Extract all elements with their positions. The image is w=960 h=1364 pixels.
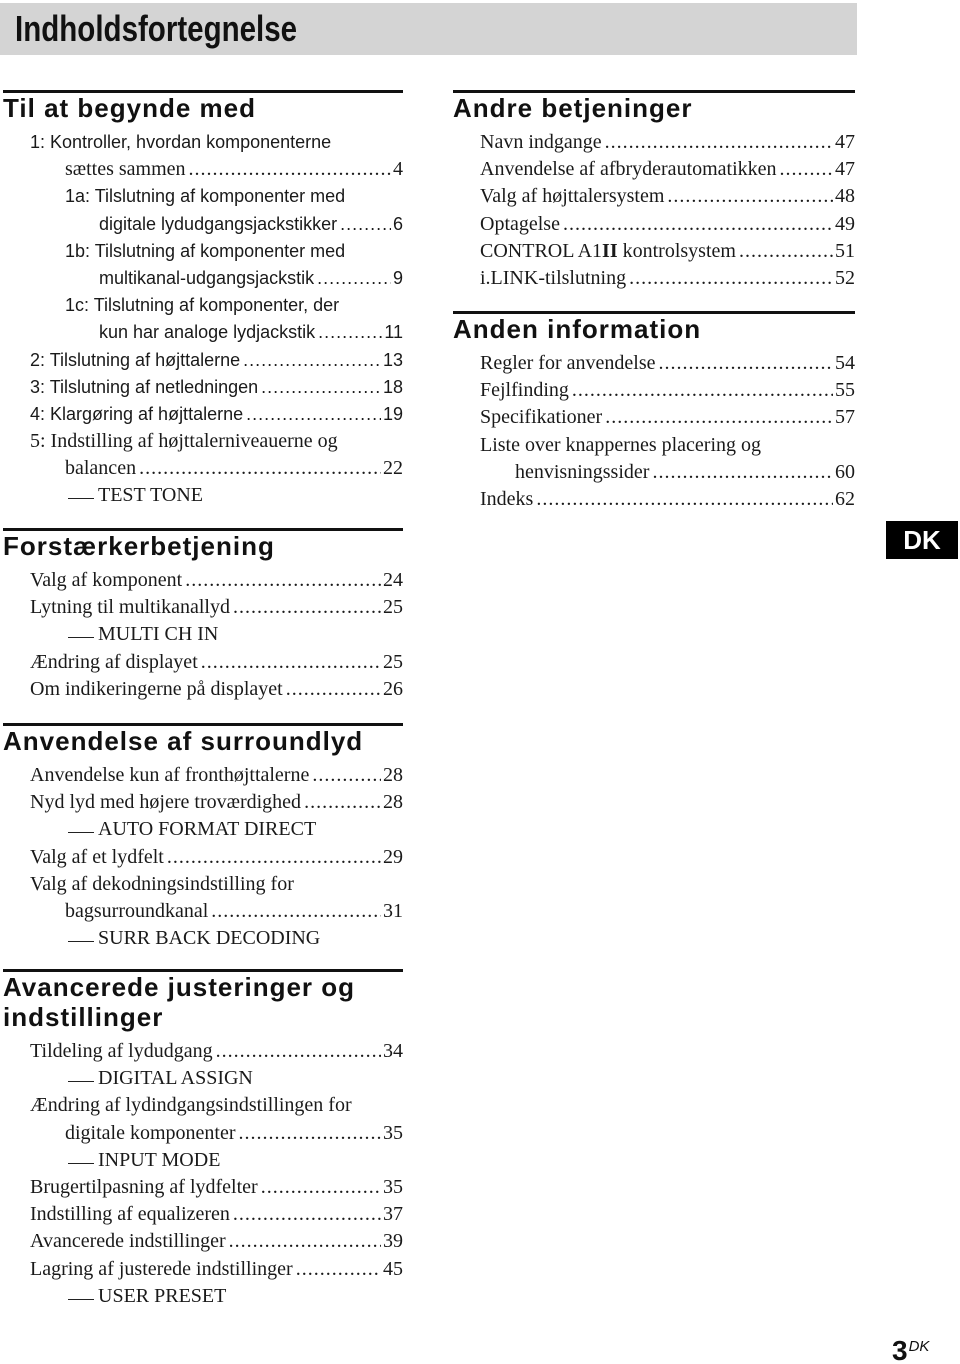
sub-function-label: MULTI CH IN [98,623,219,646]
toc-entry [3,129,403,156]
toc-entry [3,676,403,703]
entry-list [3,567,403,703]
entry-title: Om indikeringerne på displayet [30,677,283,700]
entry-title: 1: Kontroller, hvordan komponenterne [30,132,332,152]
toc-section-anvendelse-af-surroundlyd [3,723,403,952]
section-heading [453,93,855,123]
entry-page: 35 [383,1175,403,1198]
entry-title: Brugertilpasning af lydfelter [30,1175,258,1198]
entry-page: 6 [392,213,403,234]
sub-function-label: USER PRESET [98,1284,227,1307]
entry-title: Indeks [480,487,534,510]
section-heading-text: Anvendelse af surroundlyd [3,726,364,756]
entry-title: 1a: Tilslutning af komponenter med [65,186,346,207]
toc-entry [453,432,855,459]
entry-page: 48 [835,185,855,208]
leader-dots [340,211,391,238]
entry-page: 47 [835,131,855,153]
sub-function-label: SURR BACK DECODING [98,927,321,950]
leader-dots [239,1120,381,1147]
toc-sub-function [3,1147,403,1174]
entry-title: 4: Klargøring af højttalerne [30,403,244,424]
entry-title-bold-part: II [602,239,618,262]
leader-dots [243,347,381,374]
leader-dots [296,1256,381,1283]
section-heading [3,972,403,1032]
entry-title: Specifikationer [480,406,603,429]
entry-title: Ændring af lydindgangsindstillingen for [30,1094,352,1117]
leader-dots [780,156,833,183]
toc-entry [3,844,403,871]
entry-page: 60 [835,460,855,483]
leader-dots [739,238,833,265]
entry-page: 25 [383,650,403,673]
entry-page: 54 [835,352,855,374]
entry-page: 37 [383,1203,403,1226]
language-tab: DK [886,521,958,559]
toc-entry [3,1201,403,1228]
toc-entry [3,1174,403,1201]
leader-dots [312,762,381,789]
toc-entry [453,129,855,156]
leader-dots [629,265,833,292]
leader-dots [261,1174,381,1201]
toc-entry [3,1092,403,1119]
entry-page: 9 [392,267,403,288]
toc-entry [3,347,403,374]
entry-title-part: CONTROL A1 [480,239,603,262]
leader-dots [139,455,381,482]
toc-entry-continued [3,898,403,925]
entry-page: 34 [383,1040,403,1062]
entry-title: Regler for anvendelse [480,352,656,374]
entry-title: multikanal-udgangsjackstik [99,267,315,288]
leader-dots [246,401,381,428]
entry-page: 62 [835,487,855,510]
toc-entry [3,238,403,265]
entry-title: 1b: Tilslutning af komponenter med [65,240,346,261]
entry-title: Valg af højttalersystem [480,185,665,208]
entry-page: 18 [382,376,403,397]
entry-title: Lytning til multikanallyd [30,596,230,619]
leader-dots [211,898,381,925]
toc-sub-function [3,1065,403,1092]
leader-dots [318,319,382,346]
entry-page: 26 [383,677,403,700]
section-heading-text: Anden information [453,314,702,344]
entry-list [3,1038,403,1310]
toc-entry-continued [3,319,403,346]
toc-sub-function [3,925,403,952]
entry-title: sættes sammen [65,158,186,181]
entry-title: Anvendelse af afbryderautomatikken [480,158,777,181]
section-heading [453,314,855,344]
entry-page: 55 [835,379,855,402]
leader-dots [317,265,391,292]
toc-entry [3,1256,403,1283]
entry-title: kun har analoge lydjackstik [99,322,316,343]
section-heading [3,93,403,123]
entry-title: 3: Tilslutning af netledningen [30,376,259,397]
entry-title: Valg af dekodningsindstilling for [30,872,294,895]
toc-section-til-at-begynde-med [3,90,403,510]
leader-dots [167,844,381,871]
toc-entry [453,211,855,238]
leader-dots [185,567,381,594]
toc-entry [3,183,403,210]
entry-list [453,129,855,292]
toc-entry [3,871,403,898]
title-bar [0,3,857,55]
entry-page: 51 [835,239,855,262]
toc-entry-continued [3,211,403,238]
toc-entry [3,594,403,621]
entry-title: balancen [65,457,137,480]
entry-title: Valg af et lydfelt [30,845,164,868]
section-heading-text: Forstærkerbetjening [3,531,275,561]
entry-title: Liste over knappernes placering og [480,433,762,456]
entry-title-part: kontrolsystem [617,239,736,262]
section-heading-text: indstillinger [3,1002,164,1032]
toc-section-anden-information [453,311,855,513]
toc-entry [453,350,855,377]
toc-section-avancerede-justeringer [3,969,403,1310]
entry-page: 24 [383,569,403,591]
section-heading [3,726,403,756]
toc-entry-continued [3,1120,403,1147]
leader-dots [572,377,833,404]
entry-title: Indstilling af equalizeren [30,1203,230,1226]
entry-page: 28 [383,791,403,814]
toc-entry [3,567,403,594]
toc-entry [3,1038,403,1065]
toc-entry [3,789,403,816]
leader-dots [563,211,833,238]
toc-entry [453,486,855,513]
toc-entry [3,292,403,319]
entry-title: bagsurroundkanal [65,899,209,922]
entry-page: 57 [835,406,855,429]
toc-entry [453,377,855,404]
section-heading-text: Avancerede justeringer og [3,972,356,1002]
entry-page: 39 [383,1230,403,1253]
toc-entry [3,428,403,455]
toc-sub-function [3,482,403,509]
entry-title: Lagring af justerede indstillinger [30,1257,293,1280]
section-heading-text: Andre betjeninger [453,93,693,123]
page-title: Indholdsfortegnelse [15,8,298,49]
page-number-suffix: DK [908,1338,930,1355]
entry-page: 45 [383,1257,403,1280]
toc-entry [453,183,855,210]
entry-title [480,238,736,265]
sub-function-label: AUTO FORMAT DIRECT [98,818,317,841]
toc-entry [3,1228,403,1255]
leader-dots [286,676,381,703]
entry-title: digitale lydudgangsjackstikker [99,213,338,234]
entry-page: 35 [383,1121,403,1144]
toc-entry [453,404,855,431]
leader-dots [605,129,833,156]
entry-title: digitale komponenter [65,1121,236,1144]
entry-title: Tildeling af lydudgang [30,1040,213,1062]
leader-dots [605,404,833,431]
entry-list [3,129,403,510]
leader-dots [304,789,381,816]
sub-function-label: INPUT MODE [98,1148,221,1171]
entry-page: 31 [383,899,403,922]
leader-dots [229,1228,381,1255]
toc-sub-function [3,1283,403,1310]
entry-title: Valg af komponent [30,569,183,591]
leader-dots [233,1201,381,1228]
entry-list [453,350,855,513]
leader-dots [201,649,381,676]
leader-dots [189,156,391,183]
toc-entry [453,156,855,183]
entry-title: 1c: Tilslutning af komponenter, der [65,295,340,316]
toc-section-andre-betjeninger [453,90,855,292]
leader-dots [652,459,833,486]
entry-title: 2: Tilslutning af højttalerne [30,349,241,370]
entry-page: 49 [835,212,855,235]
toc-entry [453,265,855,292]
entry-title: Ændring af displayet [30,650,198,673]
toc-entry-continued [453,459,855,486]
section-heading-text: Til at begynde med [3,93,257,123]
section-heading [3,531,403,561]
toc-entry-continued [3,156,403,183]
entry-title: henvisningssider [515,460,650,483]
leader-dots [261,374,381,401]
toc-entry-continued [3,455,403,482]
toc-entry [453,238,855,265]
entry-page: 28 [383,764,403,786]
entry-list [3,762,403,952]
entry-title: Navn indgange [480,131,602,153]
entry-page: 29 [383,845,403,868]
leader-dots [536,486,833,513]
sub-function-label: TEST TONE [98,484,204,507]
toc-sub-function [3,816,403,843]
toc-sub-function [3,621,403,648]
leader-dots [233,594,381,621]
toc-entry [3,401,403,428]
page-number-value: 3 [892,1335,908,1364]
entry-title: Nyd lyd med højere troværdighed [30,791,302,814]
entry-page: 13 [382,349,403,370]
entry-page: 47 [835,158,855,181]
entry-page: 19 [382,403,403,424]
entry-title: i.LINK-tilslutning [480,266,627,289]
toc-entry [3,649,403,676]
entry-title: 5: Indstilling af højttalerniveauerne og [30,430,338,453]
sub-function-label: DIGITAL ASSIGN [98,1067,253,1090]
entry-title: Fejlfinding [480,379,569,402]
entry-page: 22 [383,457,403,480]
entry-page: 11 [384,322,403,343]
entry-page: 4 [393,158,403,181]
entry-title: Anvendelse kun af fronthøjttalerne [30,764,310,786]
leader-dots [216,1038,381,1065]
toc-section-forstaerkerbetjening [3,528,403,703]
leader-dots [667,183,833,210]
leader-dots [658,350,833,377]
toc-entry [3,374,403,401]
entry-page: 52 [835,266,855,289]
entry-title: Avancerede indstillinger [30,1230,226,1253]
toc-entry [3,762,403,789]
page-number [892,1332,929,1362]
toc-entry-continued [3,265,403,292]
entry-title: Optagelse [480,212,560,235]
entry-page: 25 [383,596,403,619]
